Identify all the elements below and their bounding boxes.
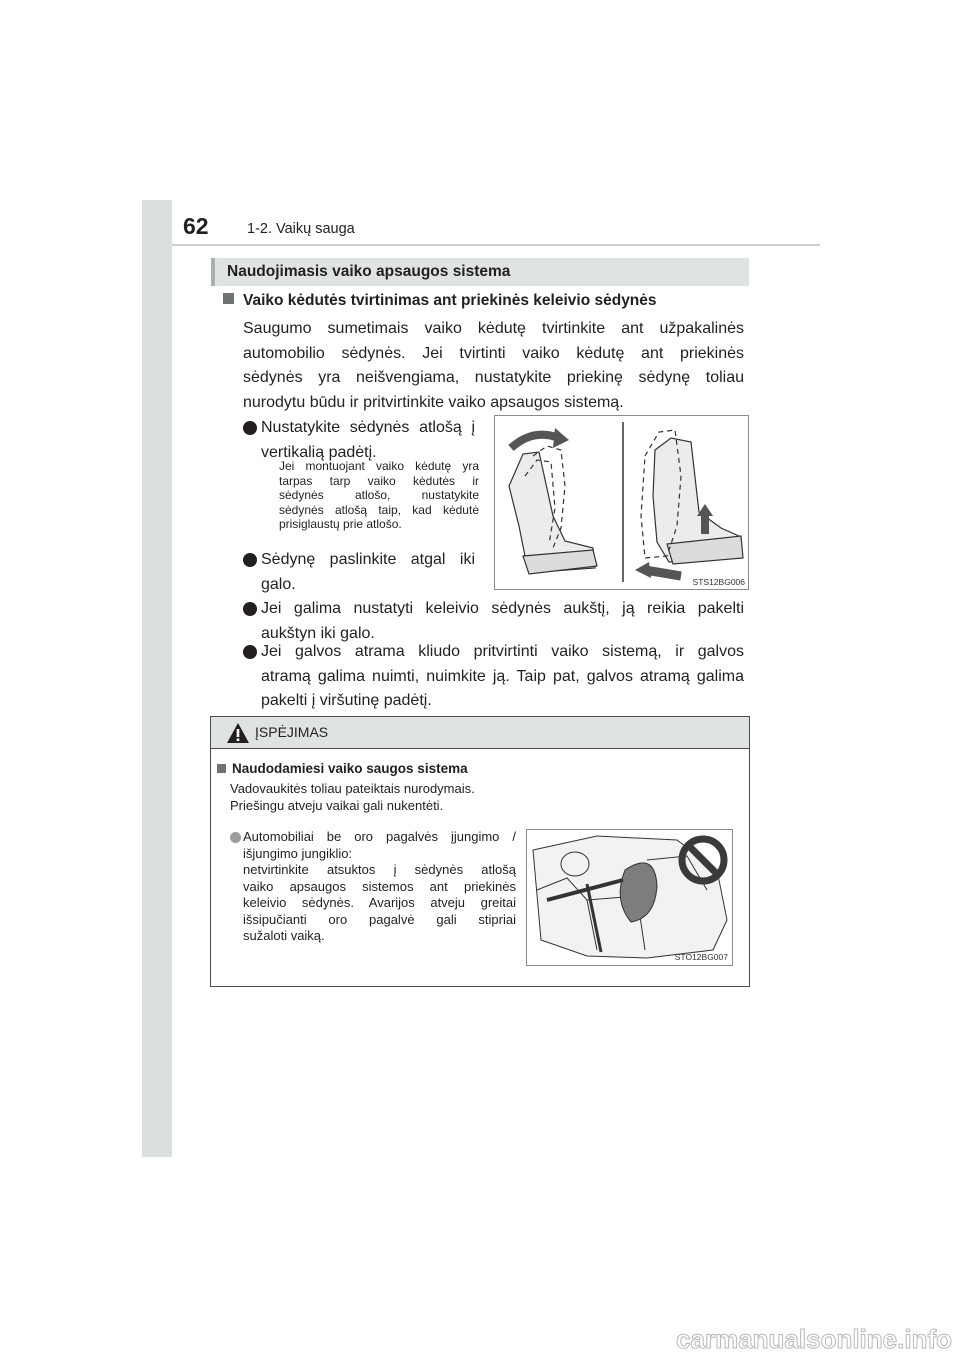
seatback-note [279, 459, 479, 532]
warning-line: Vadovaukitės toliau pateiktais nurodymais. [230, 781, 475, 796]
bullet-line: Jei galvos atrama kliudo pritvirtinti vaiko sistemą, ir galvos [261, 643, 744, 660]
bullet-headrest [243, 640, 744, 714]
warning-bullet [230, 829, 516, 945]
note-line: Jei montuojant vaiko kėdutę yra [279, 459, 479, 473]
warning-header [211, 717, 749, 749]
warning-bullet-line: keleivio sėdynės. Avarijos atveju greitai [243, 895, 516, 910]
warning-subheading [217, 761, 468, 776]
bullet-line: Jei galima nustatyti keleivio sėdynės aukštį, ją reikia pakelti [261, 600, 744, 617]
bullet-seat-height [243, 597, 744, 646]
section-title: Naudojimasis vaiko apsaugos sistema [211, 258, 749, 286]
warning-bullet-line: sužaloti vaiką. [243, 928, 325, 943]
subheading-text: Vaiko kėdutės tvirtinimas ant priekinės keleivio sėdynės [243, 292, 657, 309]
square-bullet-icon [223, 293, 234, 304]
warning-bullet-line: netvirtinkite atsuktos į sėdynės atlošą [243, 862, 516, 877]
airbag-illustration [527, 830, 732, 965]
note-line: tarpas tarp vaiko kėdutės ir [279, 473, 479, 488]
seat-adjustment-figure [494, 415, 749, 590]
airbag-warning-figure [526, 829, 733, 966]
page-number: 62 [183, 213, 209, 239]
note-line: sėdynės atlošą taip, kad kėdutė [279, 502, 479, 517]
note-line: sėdynės atlošo, nustatykite [279, 488, 479, 502]
bullet-dot-icon [243, 421, 257, 435]
bullet-slide-back [243, 548, 475, 597]
warning-bullet-line: išsipučianti oro pagalvė gali stipriai [243, 911, 516, 927]
bullet-line: Sėdynę paslinkite atgal iki [261, 551, 475, 568]
warning-label: ĮSPĖJIMAS [255, 724, 329, 740]
square-bullet-icon [217, 764, 226, 773]
intro-line: sėdynės yra neišvengiama, nustatykite priekinę sėdynę toliau [243, 369, 744, 386]
bullet-line: galo. [261, 575, 296, 593]
intro-paragraph [243, 317, 744, 415]
warning-subheading-text: Naudodamiesi vaiko saugos sistema [232, 761, 468, 776]
bullet-line: aukštyn iki galo. [261, 624, 375, 642]
bullet-dot-icon [243, 645, 257, 659]
warning-bullet-line: išjungimo jungiklio: [243, 845, 353, 861]
bullet-dot-icon [243, 553, 257, 567]
watermark-text: carmanualsonline.info [676, 1324, 952, 1354]
seat-illustration [495, 416, 748, 589]
bullet-line: Nustatykite sėdynės atlošą į [261, 419, 475, 436]
bullet-line: vertikalią padėtį. [261, 443, 377, 461]
bullet-seatback [243, 416, 475, 465]
warning-intro [230, 781, 475, 814]
bullet-line: pakelti į viršutinę padėtį. [261, 692, 432, 709]
warning-box [210, 716, 750, 987]
warning-line: Priešingu atveju vaikai gali nukentėti. [230, 797, 444, 813]
figure-code: STO12BG007 [674, 952, 728, 962]
page-side-tab [142, 200, 172, 1157]
running-head: 1-2. Vaikų sauga [247, 221, 355, 237]
footer-watermark [630, 1318, 960, 1358]
bullet-dot-icon [243, 602, 257, 616]
note-line: prisiglaustų prie atlošo. [279, 517, 402, 531]
warning-bullet-line: Automobiliai be oro pagalvės įjungimo / [243, 829, 516, 844]
bullet-dot-icon [230, 832, 241, 843]
bullet-line: atramą galima nuimti, nuimkite ją. Taip pat, galvos atramą galima [261, 667, 744, 685]
intro-line: automobilio sėdynės. Jei tvirtinti vaiko kėdutę ant priekinės [243, 344, 744, 362]
header-rule [172, 244, 820, 246]
subheading [223, 292, 657, 310]
warning-triangle-icon [226, 722, 250, 744]
intro-line: Saugumo sumetimais vaiko kėdutę tvirtinkite ant užpakalinės [243, 320, 744, 337]
figure-code: STS12BG006 [692, 577, 745, 587]
intro-line: nurodytu būdu ir pritvirtinkite vaiko apsaugos sistemą. [243, 393, 624, 411]
warning-bullet-line: vaiko apsaugos sistemos ant priekinės [243, 878, 516, 894]
